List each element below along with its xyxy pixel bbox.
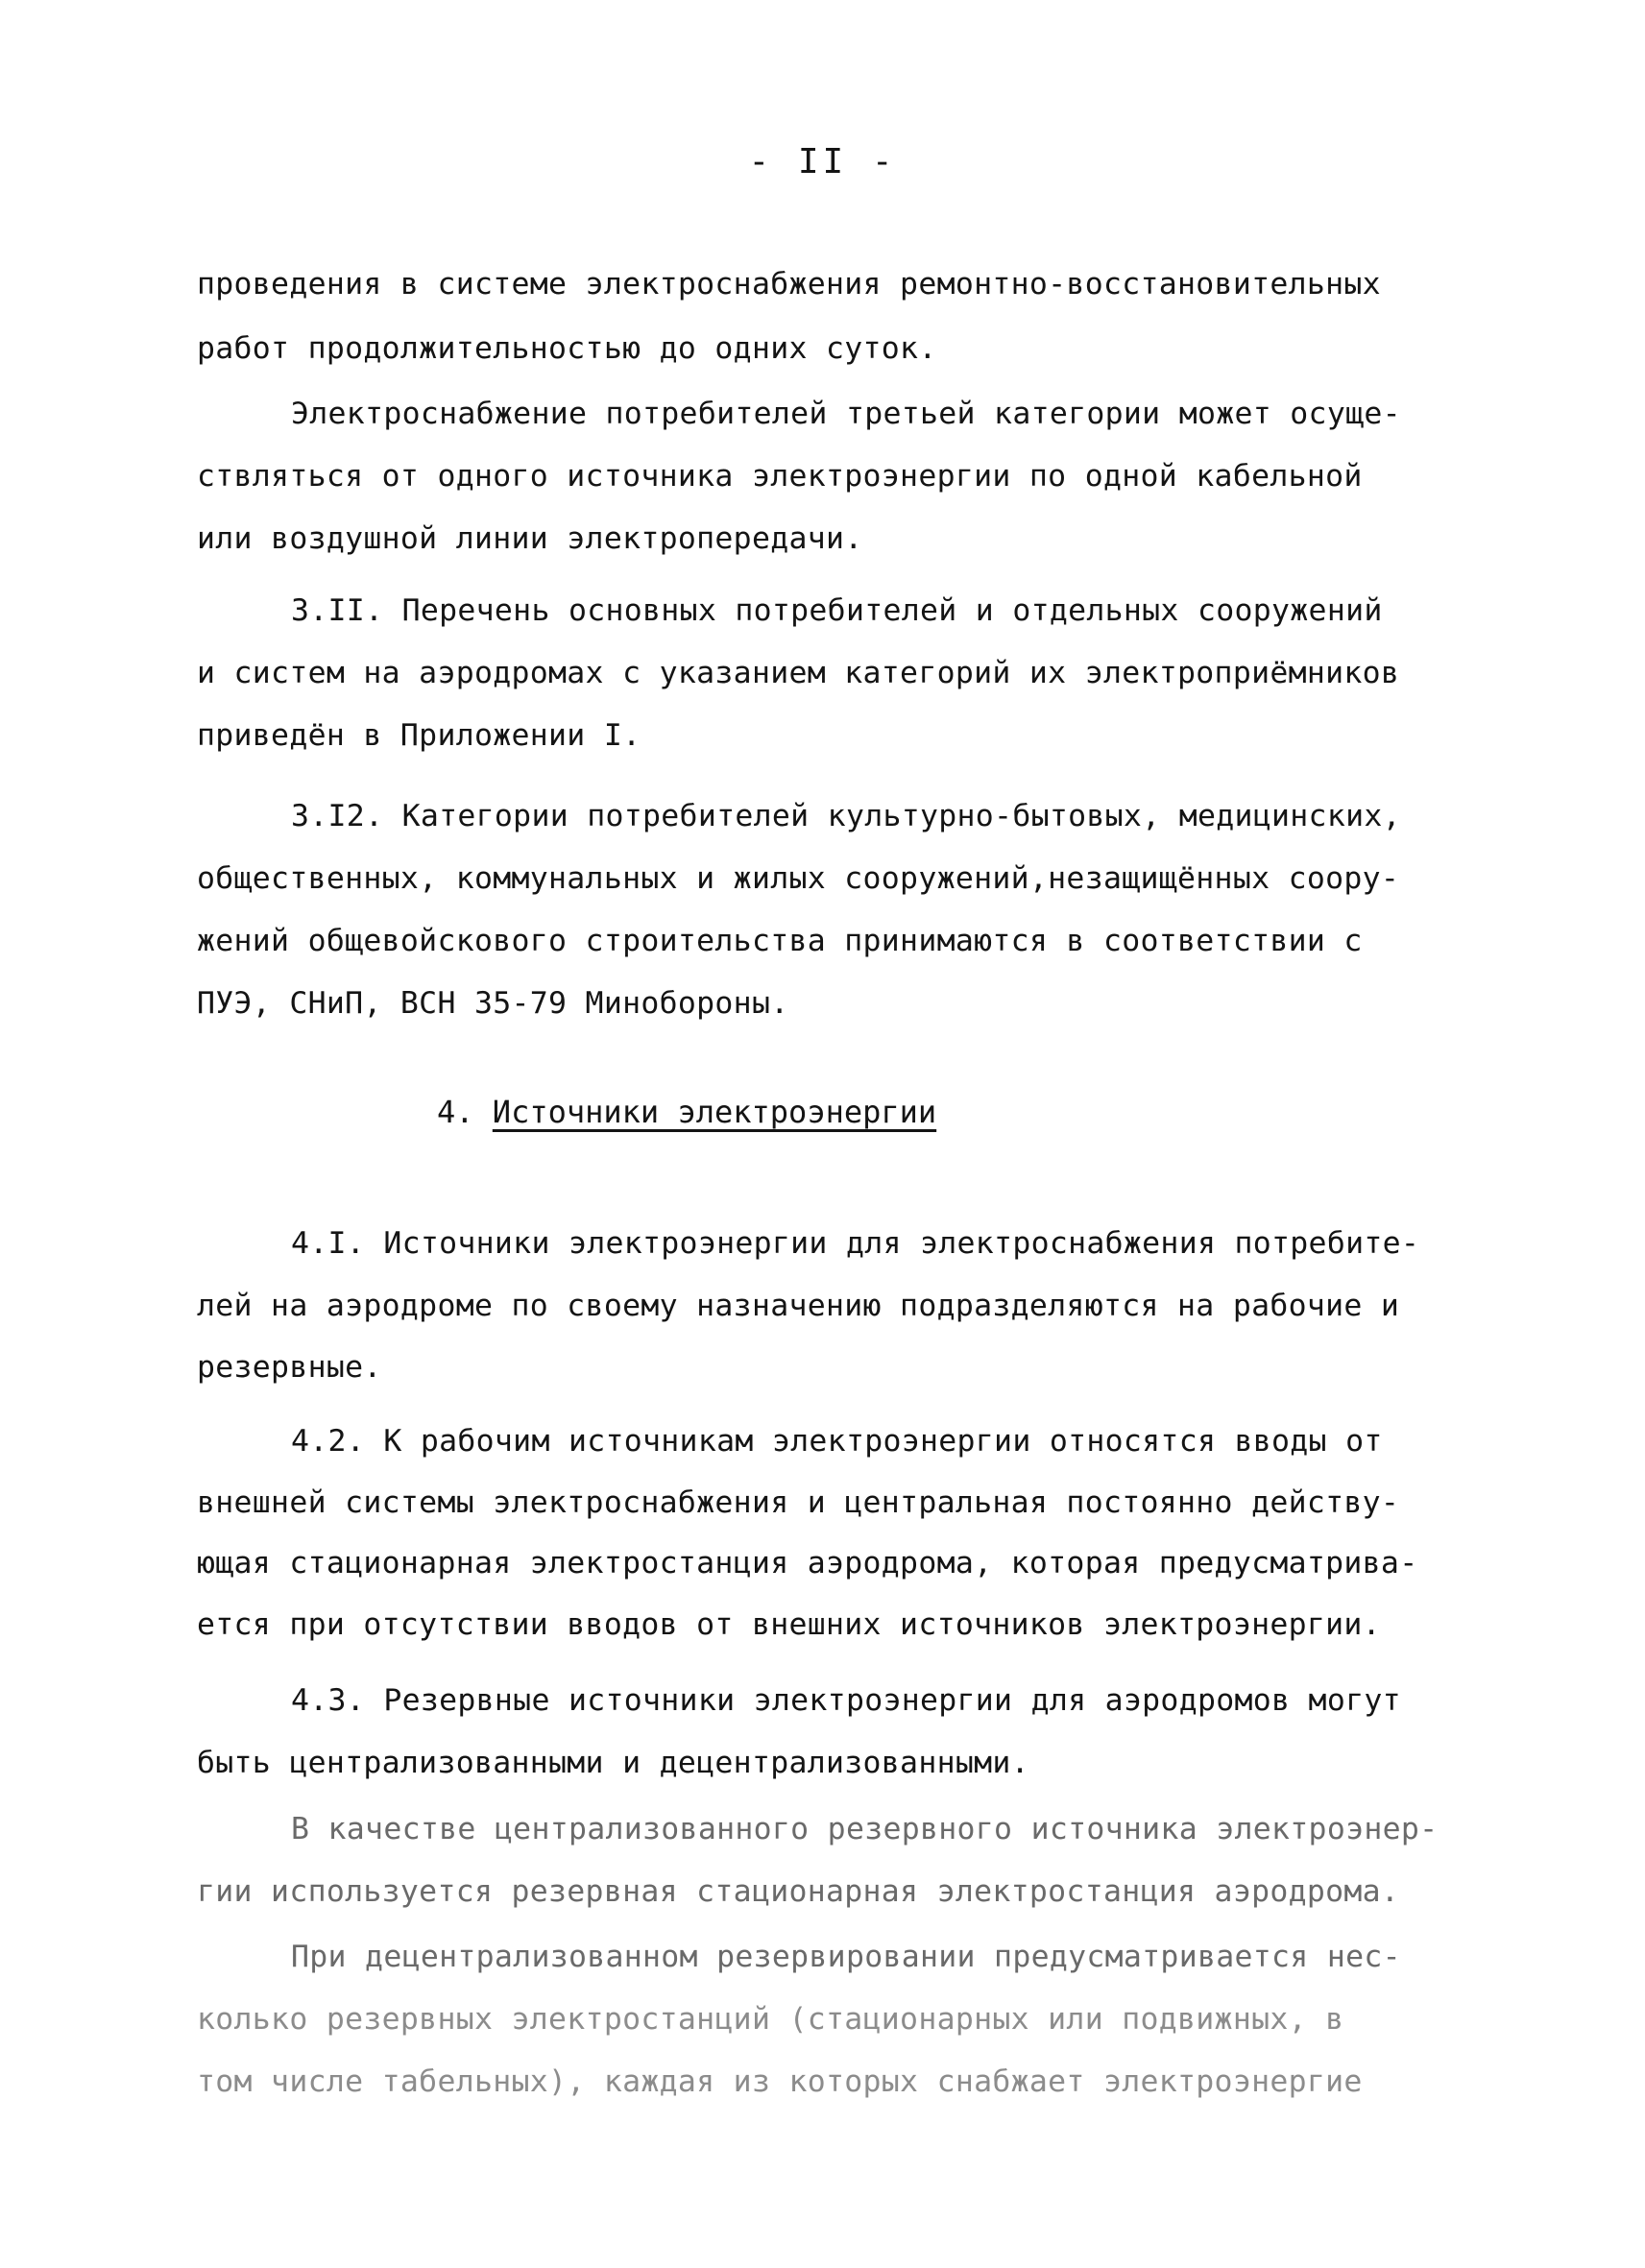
text-line: 3.I2. Категории потребителей культурно-бытовых, медицинских, [291, 799, 1401, 833]
text-line: 4.2. К рабочим источникам электроэнергии относятся вводы от [291, 1424, 1383, 1459]
text-line: В качестве централизованного резервного источника электроэнер- [291, 1812, 1439, 1846]
text-line: внешней системы электроснабжения и центральная постоянно действу- [197, 1485, 1400, 1520]
text-line: быть централизованными и децентрализованными. [197, 1746, 1029, 1780]
text-line: 4.3. Резервные источники электроэнергии для аэродромов могут [291, 1683, 1401, 1718]
text-line: 3.II. Перечень основных потребителей и отдельных сооружений [291, 593, 1383, 628]
text-line: колько резервных электростанций (стационарных или подвижных, в [197, 2002, 1344, 2037]
text-line: ется при отсутствии вводов от внешних источников электроэнергии. [197, 1607, 1381, 1642]
text-line: лей на аэродроме по своему назначению подразделяются на рабочие и [197, 1289, 1400, 1323]
text-line: жений общевойскового строительства принимаются в соответствии с [197, 924, 1363, 958]
section-heading-title: Источники электроэнергии [492, 1094, 937, 1130]
section-heading [437, 1093, 936, 1131]
text-line: или воздушной линии электропередачи. [197, 521, 863, 556]
text-line: гии используется резервная стационарная электростанция аэродрома. [197, 1874, 1400, 1909]
page-number: - II - [748, 142, 897, 181]
text-line: проведения в системе электроснабжения ремонтно-восстановительных [197, 267, 1381, 302]
text-line: том числе табельных), каждая из которых снабжает электроэнергие [197, 2064, 1363, 2099]
text-line: 4.I. Источники электроэнергии для электроснабжения потребите- [291, 1226, 1420, 1261]
text-line: приведён в Приложении I. [197, 718, 641, 753]
text-line: общественных, коммунальных и жилых сооружений,незащищённых соору- [197, 861, 1400, 896]
text-line: ствляться от одного источника электроэнергии по одной кабельной [197, 459, 1363, 494]
text-line: При децентрализованном резервировании предусматривается нес- [291, 1940, 1401, 1974]
text-line: ПУЭ, СНиП, ВСН 35-79 Минобороны. [197, 986, 789, 1021]
text-line: работ продолжительностью до одних суток. [197, 331, 937, 366]
text-line: Электроснабжение потребителей третьей категории может осуще- [291, 397, 1401, 431]
text-line: резервные. [197, 1350, 382, 1385]
text-line: ющая стационарная электростанция аэродрома, которая предусматрива- [197, 1546, 1418, 1580]
text-line: и систем на аэродромах с указанием категорий их электроприёмников [197, 656, 1400, 690]
section-heading-number: 4. [437, 1094, 474, 1130]
